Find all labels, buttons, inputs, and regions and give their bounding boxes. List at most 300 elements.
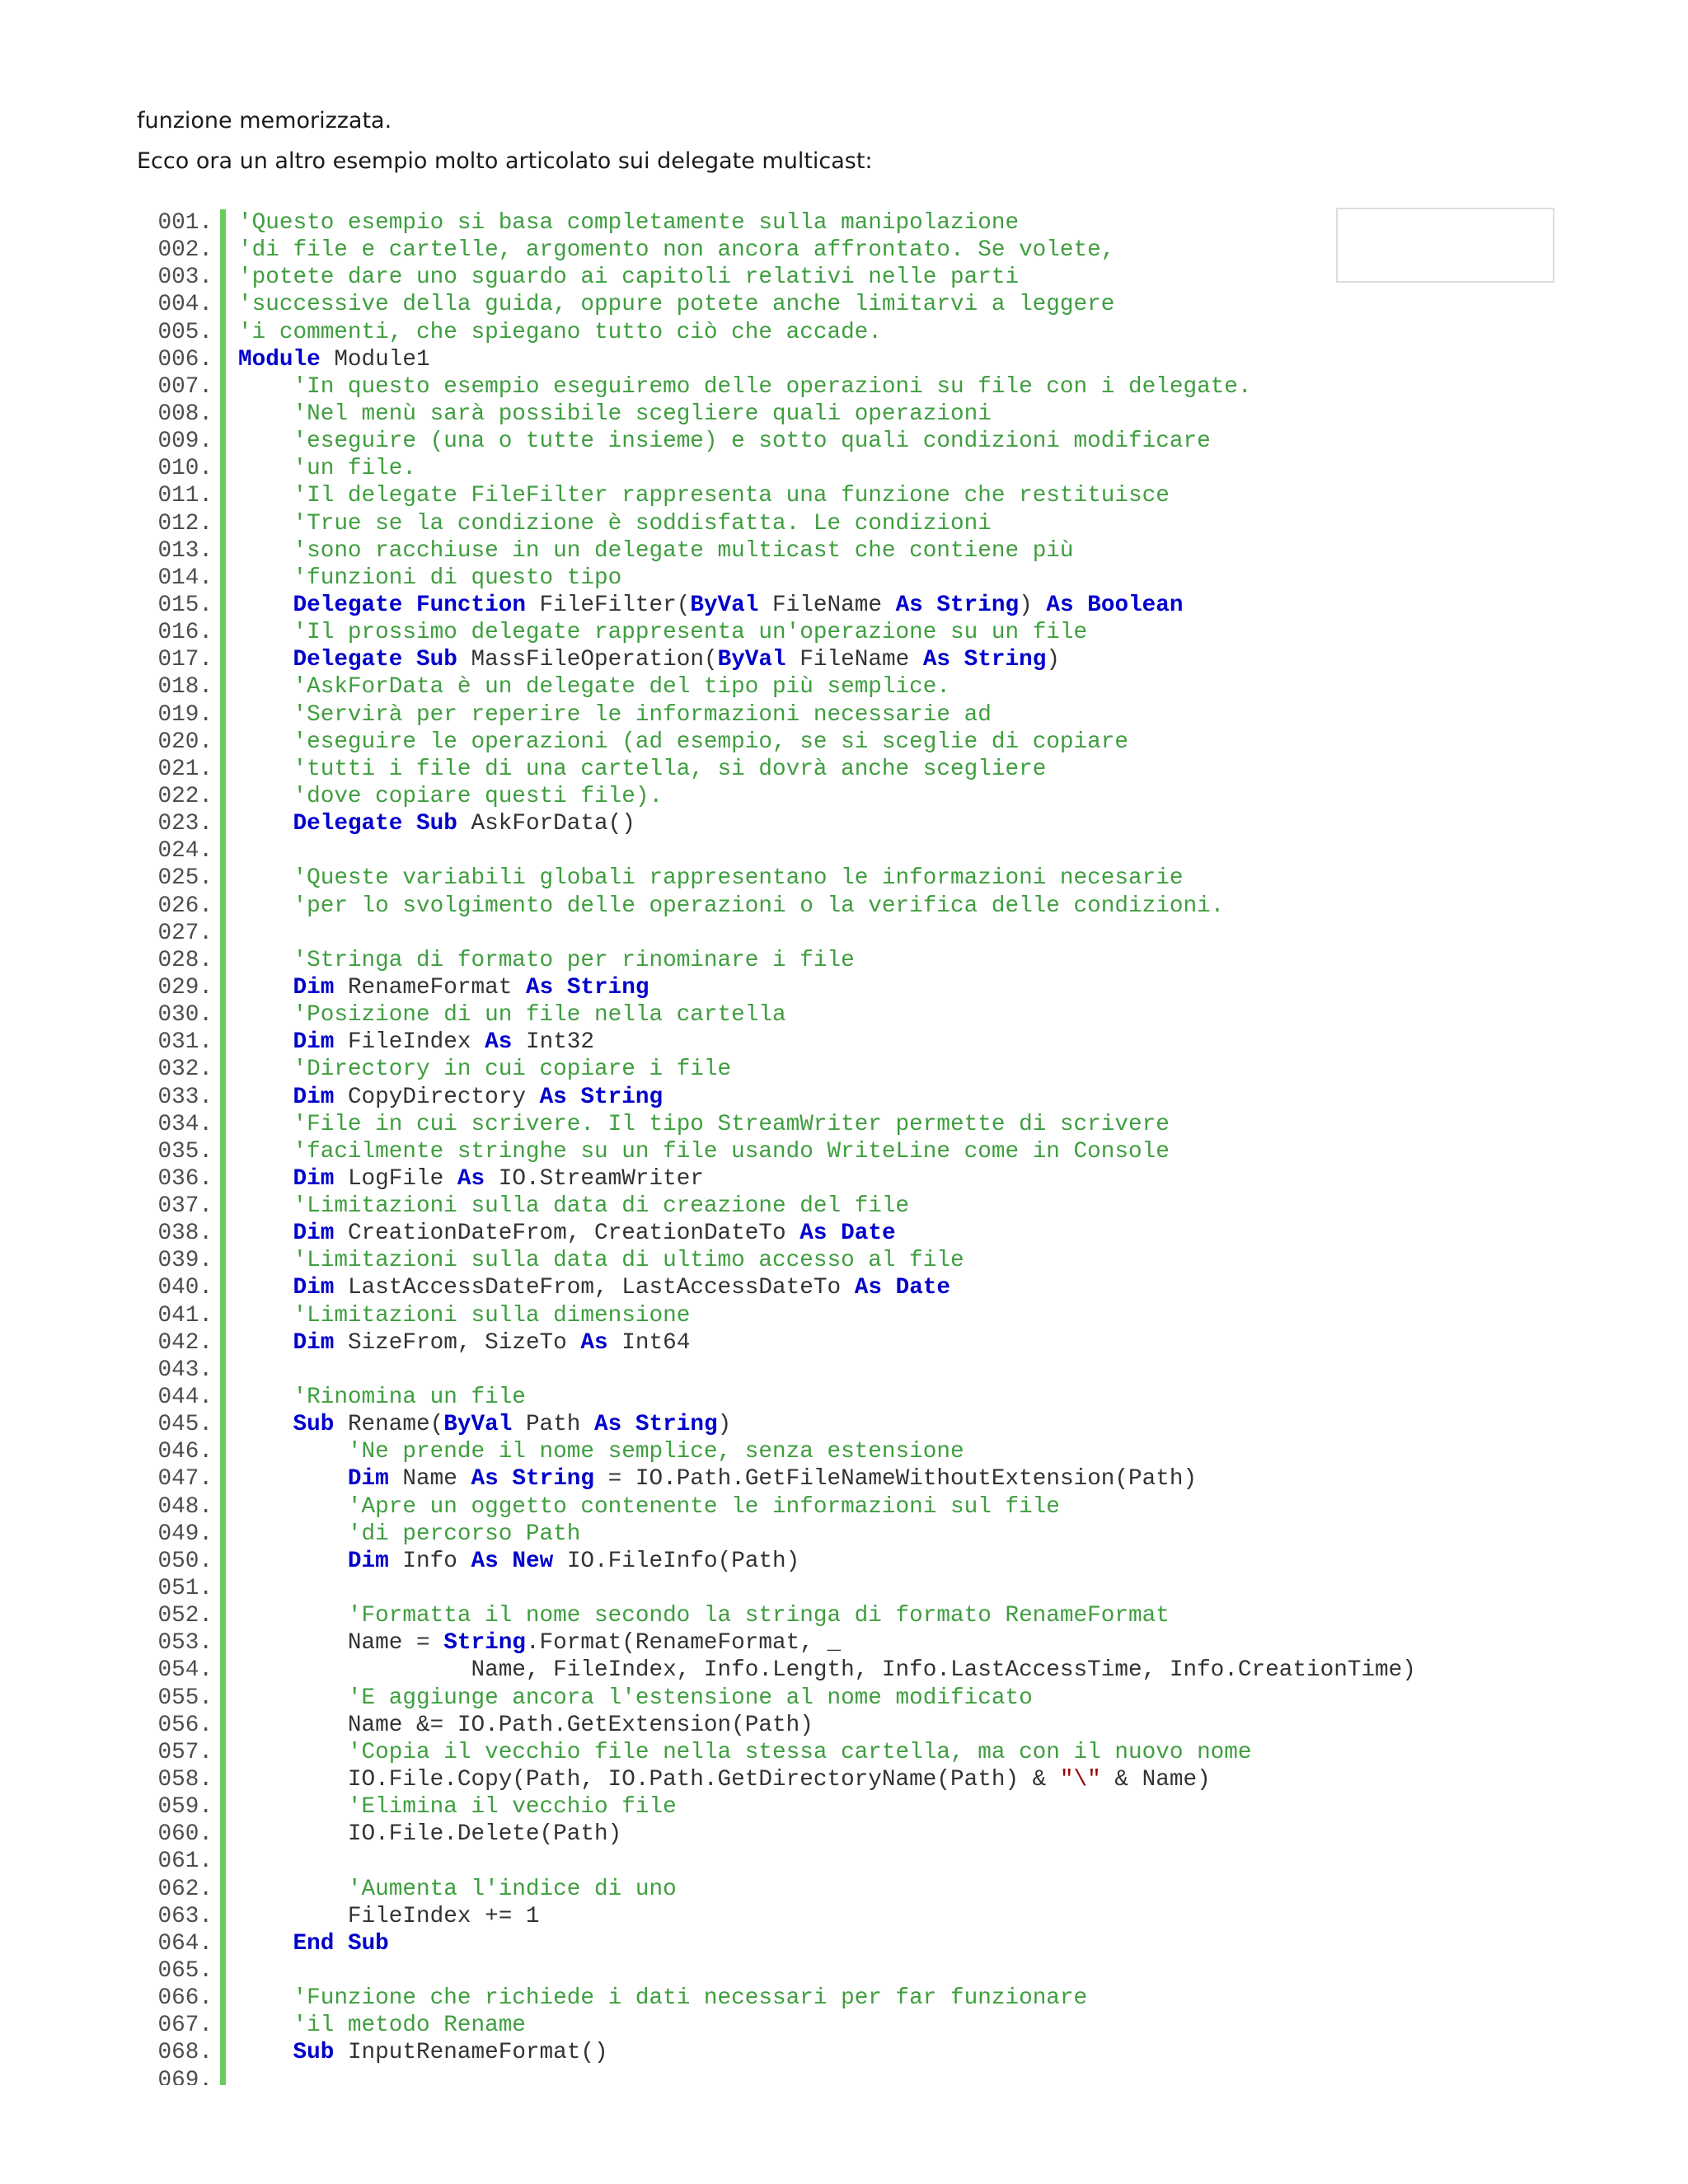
code-text-token [238, 1166, 293, 1192]
code-text-token [553, 975, 567, 1001]
code-line-content [238, 1220, 896, 1247]
line-number: 016. [157, 620, 213, 646]
line-number: 051. [157, 1576, 213, 1602]
code-text-token [621, 1412, 635, 1437]
code-text-token [238, 593, 293, 618]
code-text-token: Int64 [607, 1329, 691, 1356]
code-line [0, 1493, 1688, 1521]
code-keyword-token: Function [416, 592, 526, 618]
code-comment-token: 'AskForData è un delegate del tipo più semplice. [293, 674, 950, 701]
code-line [0, 756, 1688, 783]
line-number: 037. [157, 1193, 213, 1220]
line-number: 050. [157, 1548, 213, 1574]
code-text-token [238, 1002, 293, 1028]
code-comment-token: 'In questo esempio eseguiremo delle operazioni su file con i delegate. [293, 373, 1252, 400]
code-text-token [238, 374, 293, 400]
code-text-token [238, 1931, 293, 1957]
code-line-content [238, 1903, 540, 1930]
code-line-content [238, 373, 1252, 401]
line-number: 004. [157, 292, 213, 318]
code-keyword-token: String [443, 1630, 526, 1657]
code-text-token: IO.StreamWriter [485, 1165, 704, 1192]
line-number: 061. [157, 1849, 213, 1875]
code-line-content [238, 1712, 814, 1739]
code-keyword-token: ByVal [717, 647, 786, 673]
code-keyword-token: Dim [293, 1275, 335, 1301]
code-text-token: Int32 [512, 1029, 595, 1056]
code-comment-token: 'Limitazioni sulla data di creazione del file [293, 1193, 910, 1220]
code-line [0, 1657, 1688, 1684]
code-keyword-token: Date [895, 1275, 951, 1301]
line-number: 052. [157, 1603, 213, 1629]
code-keyword-token: Sub [347, 1930, 389, 1957]
code-text-token: Module1 [320, 346, 430, 373]
code-text-token: Name &= IO.Path.GetExtension(Path) [238, 1712, 814, 1738]
code-line-content [238, 783, 663, 810]
code-line-content [238, 1411, 731, 1438]
line-number: 060. [157, 1821, 213, 1848]
line-number: 013. [157, 537, 213, 564]
code-line-content [238, 291, 1114, 318]
code-comment-token: 'Queste variabili globali rappresentano le informazioni necesarie [293, 865, 1184, 892]
code-keyword-token: End [293, 1930, 335, 1957]
code-line-content [238, 1247, 964, 1274]
line-number: 041. [157, 1302, 213, 1329]
code-text-token [238, 784, 293, 809]
code-line-content [238, 701, 992, 729]
code-line [0, 673, 1688, 701]
line-number: 034. [157, 1111, 213, 1137]
code-line [0, 1274, 1688, 1301]
code-keyword-token: Dim [293, 1084, 335, 1110]
code-text-token [238, 1740, 348, 1765]
line-number: 020. [157, 729, 213, 755]
code-text-token [499, 1549, 513, 1574]
code-text-token [238, 620, 293, 645]
code-text-token [238, 647, 293, 673]
code-text-token: SizeFrom, SizeTo [334, 1329, 581, 1356]
line-number: 001. [157, 210, 213, 236]
code-line-content [238, 756, 1046, 783]
code-comment-token: 'Servirà per reperire le informazioni necessarie ad [293, 701, 992, 728]
code-text-token [238, 1330, 293, 1356]
code-line [0, 373, 1688, 401]
code-line [0, 428, 1688, 455]
code-text-token [238, 1029, 293, 1055]
code-keyword-token: New [512, 1548, 554, 1574]
code-text-token [402, 811, 416, 837]
code-line-content [238, 2039, 608, 2066]
code-keyword-token: String [512, 1466, 595, 1493]
code-text-token [238, 1112, 293, 1137]
line-number: 039. [157, 1248, 213, 1274]
line-number: 009. [157, 429, 213, 455]
code-text-token [238, 1439, 348, 1465]
code-keyword-token: String [936, 592, 1020, 618]
code-keyword-token: As [471, 1548, 499, 1574]
code-comment-token: 'di percorso Path [347, 1521, 581, 1547]
code-line-content [238, 1384, 526, 1411]
code-comment-token: 'funzioni di questo tipo [293, 565, 622, 591]
code-text-token [238, 1521, 348, 1547]
code-line [0, 1739, 1688, 1766]
code-comment-token: 'Directory in cui copiare i file [293, 1057, 732, 1083]
code-line [0, 1138, 1688, 1165]
code-line-content [238, 237, 1114, 264]
code-line-content [238, 729, 1128, 756]
code-text-token: FileIndex [334, 1029, 485, 1056]
code-text-token [238, 1248, 293, 1273]
line-number: 038. [157, 1221, 213, 1247]
code-line [0, 1084, 1688, 1111]
line-number: 015. [157, 592, 213, 618]
code-keyword-token: Dim [347, 1548, 389, 1574]
code-text-token [238, 1549, 348, 1574]
code-keyword-token: As [471, 1466, 499, 1493]
code-line [0, 291, 1688, 318]
code-string-token: "\" [1059, 1767, 1101, 1793]
code-line-content [238, 1465, 1197, 1493]
code-line-content [238, 1029, 594, 1056]
code-comment-token: 'Formatta il nome secondo la stringa di formato RenameFormat [347, 1603, 1170, 1629]
code-line-content [238, 319, 882, 346]
code-line-content [238, 264, 1019, 291]
code-listing [0, 209, 1688, 2085]
code-text-token [238, 1603, 348, 1629]
code-line [0, 510, 1688, 537]
code-line-content [238, 537, 1074, 565]
line-number: 018. [157, 674, 213, 701]
code-line [0, 619, 1688, 646]
code-text-token [238, 1139, 293, 1165]
code-keyword-token: As [922, 647, 951, 673]
code-line [0, 1438, 1688, 1465]
line-number: 006. [157, 346, 213, 373]
code-text-token [238, 2040, 293, 2065]
line-number: 027. [157, 920, 213, 946]
code-keyword-token: Sub [293, 2040, 335, 2066]
code-text-token [238, 1303, 293, 1329]
code-keyword-token: As [799, 1221, 828, 1247]
code-keyword-token: As [895, 592, 923, 618]
code-line [0, 893, 1688, 920]
code-line-content [238, 1084, 663, 1111]
code-line [0, 1793, 1688, 1821]
code-keyword-token: String [635, 1412, 718, 1438]
code-comment-token: 'i commenti, che spiegano tutto ciò che accade. [238, 319, 882, 345]
code-line [0, 319, 1688, 346]
line-number: 065. [157, 1958, 213, 1984]
code-line [0, 1903, 1688, 1930]
code-text-token [238, 429, 293, 454]
code-line [0, 1930, 1688, 1957]
code-line [0, 1712, 1688, 1739]
code-line-content [238, 482, 1170, 509]
line-number: 045. [157, 1412, 213, 1438]
code-line-content [238, 1548, 799, 1575]
code-line [0, 1766, 1688, 1793]
code-comment-token: 'Aumenta l'indice di uno [347, 1876, 677, 1902]
line-number: 035. [157, 1138, 213, 1165]
line-number: 024. [157, 838, 213, 865]
line-number: 040. [157, 1275, 213, 1301]
code-keyword-token: Delegate [293, 811, 403, 837]
code-line-content [238, 1930, 389, 1957]
code-line-content [238, 947, 855, 974]
code-text-token [238, 401, 293, 427]
code-line [0, 810, 1688, 837]
line-number: 014. [157, 565, 213, 591]
code-line-content [238, 401, 992, 428]
code-comment-token: 'Questo esempio si basa completamente sulla manipolazione [238, 210, 1020, 236]
code-comment-token: 'Apre un oggetto contenente le informazioni sul file [347, 1493, 1060, 1520]
code-line-content [238, 346, 430, 373]
code-line [0, 209, 1688, 237]
code-text-token: Name, FileIndex, Info.Length, Info.LastAccessTime, Info.CreationTime) [238, 1657, 1416, 1684]
line-number: 066. [157, 1985, 213, 2012]
line-number: 021. [157, 756, 213, 782]
code-line [0, 2039, 1688, 2066]
line-number: 012. [157, 510, 213, 537]
code-text-token: IO.FileInfo(Path) [553, 1548, 800, 1574]
code-line [0, 1165, 1688, 1193]
code-text-token: IO.File.Copy(Path, IO.Path.GetDirectoryName(Path) & [238, 1767, 1060, 1793]
code-line [0, 1111, 1688, 1138]
code-text-token: Path [512, 1412, 595, 1438]
code-keyword-token: Dim [293, 1329, 335, 1356]
code-text-token: LastAccessDateFrom, LastAccessDateTo [334, 1275, 855, 1301]
code-comment-token: 'Funzione che richiede i dati necessari per far funzionare [293, 1985, 1088, 2012]
code-keyword-token: Dim [293, 1029, 335, 1056]
code-line-content [238, 209, 1019, 237]
code-text-token [1074, 593, 1088, 618]
code-line [0, 565, 1688, 592]
code-line [0, 1521, 1688, 1548]
code-line-content [238, 1793, 677, 1821]
code-text-token [923, 593, 937, 618]
code-comment-token: 'E aggiunge ancora l'estensione al nome modificato [347, 1685, 1033, 1711]
line-number: 044. [157, 1385, 213, 1411]
code-text-token: ) [717, 1412, 732, 1438]
line-number: 057. [157, 1739, 213, 1765]
code-line [0, 2012, 1688, 2039]
code-text-token [238, 757, 293, 782]
code-keyword-token: String [566, 974, 649, 1001]
code-line-content [238, 810, 635, 837]
code-text-token [238, 1877, 348, 1902]
line-number: 026. [157, 893, 213, 919]
line-number: 008. [157, 401, 213, 427]
code-line [0, 2067, 1688, 2085]
code-line [0, 1821, 1688, 1848]
code-line-content [238, 1329, 690, 1357]
code-keyword-token: Dim [347, 1466, 389, 1493]
line-number: 019. [157, 701, 213, 728]
code-text-token [238, 1466, 348, 1492]
code-text-token: = IO.Path.GetFileNameWithoutExtension(Path) [594, 1466, 1198, 1493]
line-number: 058. [157, 1767, 213, 1793]
code-text-token: FileName [758, 592, 896, 618]
code-keyword-token: Sub [416, 811, 457, 837]
code-line [0, 1629, 1688, 1657]
line-number: 011. [157, 483, 213, 509]
code-line [0, 264, 1688, 291]
code-keyword-token: As [854, 1275, 882, 1301]
code-keyword-token: ByVal [443, 1412, 513, 1438]
code-text-token [567, 1085, 581, 1110]
line-number: 017. [157, 647, 213, 673]
code-text-token [238, 511, 293, 537]
code-comment-token: 'eseguire (una o tutte insieme) e sotto quali condizioni modificare [293, 429, 1211, 455]
code-keyword-token: As [525, 974, 554, 1001]
code-line [0, 646, 1688, 673]
code-text-token [238, 702, 293, 728]
code-line-content [238, 673, 950, 701]
code-line [0, 592, 1688, 619]
code-keyword-token: Dim [293, 1221, 335, 1247]
code-text-token: CopyDirectory [334, 1084, 540, 1110]
code-line-content [238, 1001, 786, 1029]
code-comment-token: 'Ne prende il nome semplice, senza estensione [347, 1439, 964, 1465]
code-text-token [238, 1494, 348, 1520]
code-text-token [827, 1221, 841, 1246]
code-line [0, 1193, 1688, 1220]
line-number: 023. [157, 811, 213, 837]
code-text-token [238, 2013, 293, 2038]
code-text-token [402, 647, 416, 673]
code-text-token: .Format(RenameFormat, _ [525, 1630, 842, 1657]
line-number: 025. [157, 865, 213, 892]
code-text-token: FileName [785, 647, 923, 673]
intro-text-line-2: Ecco ora un altro esempio molto articolato sui delegate multicast: [137, 148, 873, 174]
code-line-content [238, 974, 649, 1001]
line-number: 047. [157, 1466, 213, 1493]
line-number: 028. [157, 947, 213, 973]
code-text-token: & Name) [1100, 1767, 1211, 1793]
code-text-token: ) [1019, 592, 1047, 618]
code-line-content [238, 1438, 964, 1465]
code-line-content [238, 1739, 1252, 1766]
code-keyword-token: As [539, 1084, 567, 1110]
code-keyword-token: As [580, 1329, 608, 1356]
code-keyword-token: As [485, 1029, 513, 1056]
code-text-token: Rename( [334, 1412, 444, 1438]
code-comment-token: 'Limitazioni sulla dimensione [293, 1302, 691, 1329]
line-number: 033. [157, 1084, 213, 1110]
code-keyword-token: Boolean [1087, 592, 1184, 618]
code-text-token [238, 538, 293, 564]
code-keyword-token: Sub [416, 647, 457, 673]
code-text-token [238, 811, 293, 837]
code-line-content [238, 1657, 1416, 1684]
code-comment-token: 'per lo svolgimento delle operazioni o la verifica delle condizioni. [293, 893, 1225, 919]
code-line [0, 455, 1688, 482]
code-text-token [334, 1931, 348, 1957]
code-line-content [238, 1193, 909, 1220]
code-text-token: FileFilter( [525, 592, 691, 618]
code-comment-token: 'Il prossimo delegate rappresenta un'operazione su un file [293, 620, 1088, 646]
code-line-content [238, 2012, 526, 2039]
code-line-content [238, 1766, 1211, 1793]
line-number: 069. [157, 2067, 213, 2085]
code-line-content [238, 1138, 1170, 1165]
code-line [0, 1357, 1688, 1384]
code-line [0, 1411, 1688, 1438]
code-line [0, 1575, 1688, 1602]
code-comment-token: 'dove copiare questi file). [293, 783, 663, 809]
code-keyword-token: Date [841, 1221, 896, 1247]
line-number: 030. [157, 1002, 213, 1029]
code-text-token [238, 975, 293, 1001]
code-line [0, 1848, 1688, 1875]
code-text-token [238, 1985, 293, 2011]
code-line [0, 837, 1688, 865]
code-comment-token: 'File in cui scrivere. Il tipo StreamWriter permette di scrivere [293, 1111, 1170, 1137]
code-comment-token: 'Posizione di un file nella cartella [293, 1002, 786, 1029]
code-text-token [238, 948, 293, 973]
code-text-token [238, 893, 293, 919]
code-line [0, 537, 1688, 565]
code-line-content [238, 1876, 677, 1903]
code-line [0, 865, 1688, 892]
code-line-content [238, 565, 621, 592]
code-text-token [238, 865, 293, 891]
code-text-token [238, 1412, 293, 1437]
code-line [0, 1029, 1688, 1056]
code-comment-token: 'potete dare uno sguardo ai capitoli relativi nelle parti [238, 265, 1020, 291]
code-text-token [238, 1085, 293, 1110]
code-line [0, 1985, 1688, 2012]
code-line-content [238, 1602, 1170, 1629]
code-line [0, 1957, 1688, 1985]
line-number: 062. [157, 1876, 213, 1902]
code-line [0, 1548, 1688, 1575]
code-text-token: Info [388, 1548, 471, 1574]
code-keyword-token: ByVal [690, 592, 759, 618]
code-line-content [238, 1274, 950, 1301]
code-keyword-token: Delegate [293, 592, 403, 618]
code-comment-token: 'successive della guida, oppure potete anche limitarvi a leggere [238, 292, 1115, 318]
line-number: 067. [157, 2013, 213, 2039]
code-text-token: LogFile [334, 1165, 457, 1192]
code-comment-token: 'tutti i file di una cartella, si dovrà anche scegliere [293, 756, 1047, 782]
code-comment-token: 'Elimina il vecchio file [347, 1794, 677, 1821]
code-text-token: MassFileOperation( [457, 647, 718, 673]
code-line [0, 1302, 1688, 1329]
code-line-content [238, 893, 1224, 920]
line-number: 029. [157, 974, 213, 1001]
code-comment-token: 'di file e cartelle, argomento non ancora affrontato. Se volete, [238, 237, 1115, 264]
code-text-token [238, 674, 293, 700]
line-number: 048. [157, 1493, 213, 1520]
code-line-content [238, 1821, 621, 1848]
code-line [0, 783, 1688, 810]
code-text-token [238, 1685, 348, 1711]
code-line-content [238, 1521, 580, 1548]
code-keyword-token: Dim [293, 1165, 335, 1192]
code-line-content [238, 1493, 1060, 1521]
line-number: 068. [157, 2040, 213, 2066]
code-line-content [238, 592, 1184, 619]
code-line [0, 947, 1688, 974]
code-text-token: IO.File.Delete(Path) [238, 1821, 622, 1848]
code-text-token [238, 729, 293, 755]
code-line [0, 1247, 1688, 1274]
code-line-content [238, 646, 1060, 673]
code-line [0, 701, 1688, 729]
code-text-token: RenameFormat [334, 974, 526, 1001]
code-comment-token: 'Limitazioni sulla data di ultimo accesso al file [293, 1248, 964, 1274]
